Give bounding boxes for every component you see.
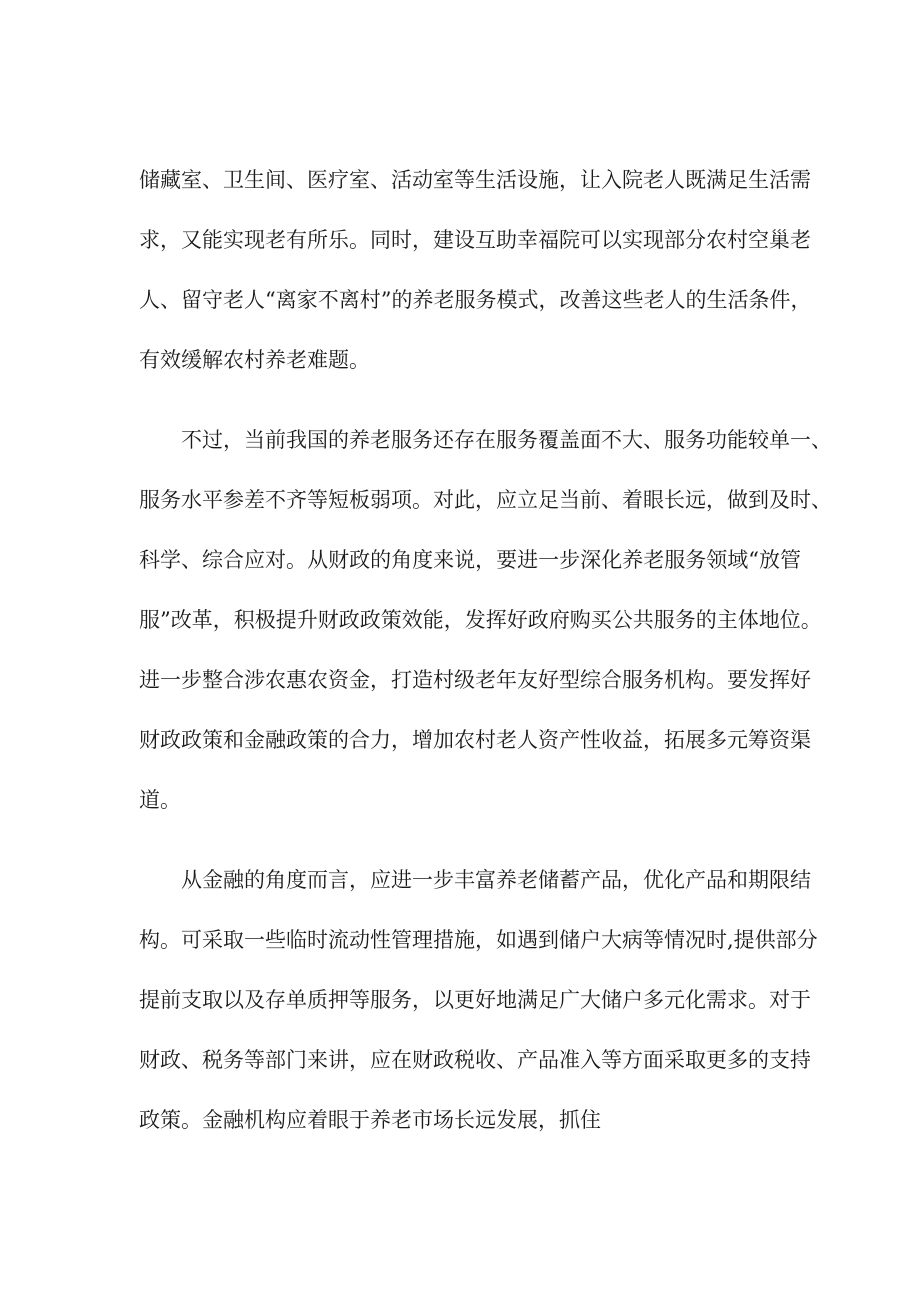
paragraph-2-line-6: 财政政策和金融政策的合力，增加农村老人资产性收益，拓展多元筹资渠 bbox=[139, 728, 811, 752]
paragraph-1-line-4: 有效缓解农村养老难题。 bbox=[139, 348, 370, 372]
paragraph-3-line-2: 构。可采取一些临时流动性管理措施，如遇到储户大病等情况时,提供部分 bbox=[139, 928, 818, 952]
paragraph-3-line-4: 财政、税务等部门来讲，应在财政税收、产品准入等方面采取更多的支持 bbox=[139, 1048, 811, 1072]
paragraph-3-line-3: 提前支取以及存单质押等服务，以更好地满足广大储户多元化需求。对于 bbox=[139, 988, 811, 1012]
paragraph-1-line-3: 人、留守老人“离家不离村”的养老服务模式，改善这些老人的生活条件， bbox=[139, 288, 812, 312]
paragraph-2-line-3: 科学、综合应对。从财政的角度来说，要进一步深化养老服务领域“放管 bbox=[139, 548, 801, 572]
paragraph-1-line-2: 求，又能实现老有所乐。同时，建设互助幸福院可以实现部分农村空巢老 bbox=[139, 228, 811, 252]
paragraph-3-line-5: 政策。金融机构应着眼于养老市场长远发展，抓住 bbox=[139, 1108, 601, 1132]
paragraph-2-line-4: 服”改革，积极提升财政政策效能，发挥好政府购买公共服务的主体地位。 bbox=[139, 608, 822, 632]
paragraph-2-line-1: 不过，当前我国的养老服务还存在服务覆盖面不大、服务功能较单一、 bbox=[181, 428, 832, 452]
paragraph-2-line-2: 服务水平参差不齐等短板弱项。对此，应立足当前、着眼长远，做到及时、 bbox=[139, 488, 832, 512]
paragraph-2-line-7: 道。 bbox=[139, 788, 181, 812]
paragraph-1-line-1: 储藏室、卫生间、医疗室、活动室等生活设施，让入院老人既满足生活需 bbox=[139, 168, 811, 192]
paragraph-2-line-5: 进一步整合涉农惠农资金，打造村级老年友好型综合服务机构。要发挥好 bbox=[139, 668, 811, 692]
paragraph-3-line-1: 从金融的角度而言，应进一步丰富养老储蓄产品，优化产品和期限结 bbox=[181, 868, 811, 892]
